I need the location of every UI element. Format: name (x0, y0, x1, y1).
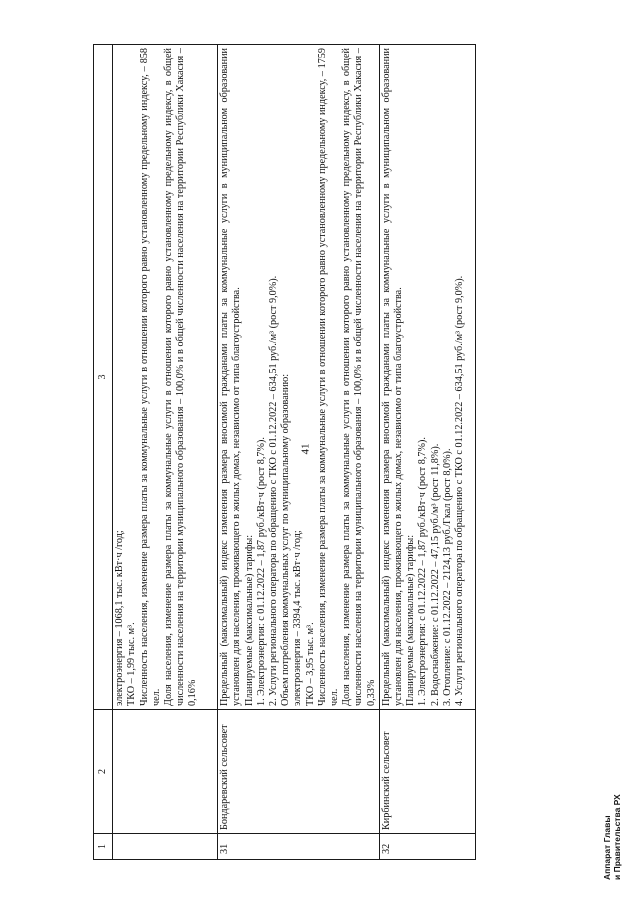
text-line: электроэнергия – 1068,1 тыс. кВт·ч /год; (114, 530, 126, 706)
page-number: 41 (299, 443, 312, 455)
text-line: 2. Водоснабжение: с 01.12.2022 – 47,15 руб./м³ (рост 11,8%). (429, 443, 441, 706)
text-line: ТКО – 1,99 тыс. м³. (126, 622, 138, 706)
text-line: Численность населения, изменение размера платы за коммунальные услуги в отношении которого равно установленному предельному индексу, – 1759 чел. (316, 48, 341, 706)
table-row (379, 45, 475, 860)
text-line: Предельный (максимальный) индекс изменения размера вносимой гражданами платы за коммунальные услуги в муниципальном образовании установлен для населения, проживающего в жилых домах, независимо от типа благоустройства. (219, 48, 243, 706)
text-line: Планируемые (максимальные) тарифы: (405, 534, 417, 706)
cell-empty-num (113, 834, 218, 860)
text-line: 3. Отопление: с 01.12.2022 – 2124,13 руб./Гкал (рост 8,0%). (441, 448, 453, 706)
cell-continuation-text (113, 45, 218, 710)
table-row-continuation (113, 45, 218, 860)
table-row (218, 45, 380, 860)
text-line: Предельный (максимальный) индекс изменения размера вносимой гражданами платы за коммунальные услуги в муниципальном образовании установлен для населения, проживающего в жилых домах, независимо от типа благоустройства. (380, 48, 405, 706)
row-number: 31 (218, 834, 380, 860)
stamp-line: Аппарат Главы (602, 815, 612, 880)
header-col-2: 2 (94, 710, 113, 834)
text-line: Планируемые (максимальные) тарифы: (243, 534, 255, 706)
municipality-name: Кирбинский сельсовет (379, 710, 475, 834)
municipality-name: Бондаревский сельсовет (218, 710, 380, 834)
cell-empty-name (113, 710, 218, 834)
row-description (218, 45, 380, 710)
text-line: Объем потребления коммунальных услуг по муниципальному образованию: (280, 373, 292, 706)
text-line: 2. Услуги регионального оператора по обращению с ТКО с 01.12.2022 – 634,51 руб./м³ (рост 9,0%). (268, 275, 280, 706)
row-number: 32 (379, 834, 475, 860)
text-line: электроэнергия – 3394,4 тыс. кВт·ч /год; (292, 530, 304, 706)
text-line: Доля населения, изменение размера платы за коммунальные услуги в отношении которого равно установленному предельному индексу, в общей численности населения на территории муниципального образования – 100,0% и в общей численности населения на территории Республики Хакасия – 0,33% (341, 48, 377, 706)
header-col-1: 1 (94, 834, 113, 860)
rotated-table-container (93, 45, 467, 860)
text-line: 1. Электроэнергия: с 01.12.2022 – 1,87 руб./кВт·ч (рост 8,7%). (417, 437, 429, 706)
stamp-line: и Правительства РХ (612, 794, 622, 880)
header-col-3: 3 (94, 45, 113, 710)
text-line: 4. Услуги регионального оператора по обращению с ТКО с 01.12.2022 – 634,51 руб./м³ (рост 9,0%). (454, 275, 466, 706)
row-description (379, 45, 475, 710)
text-line: Доля населения, изменение размера платы за коммунальные услуги в отношении которого равно установленному предельному индексу, в общей численности населения на территории муниципального образования – 100,0% и в общей численности населения на территории Республики Хакасия – 0,16% (163, 48, 199, 706)
tariff-table (93, 44, 476, 860)
stamp-text (602, 794, 622, 880)
text-line: 1. Электроэнергия: с 01.12.2022 – 1,87 руб./кВт·ч (рост 8,7%). (255, 437, 267, 706)
text-line: ТКО – 3,95 тыс. м³. (304, 622, 316, 706)
table-header-row (94, 45, 113, 860)
text-line: Численность населения, изменение размера платы за коммунальные услуги в отношении которого равно установленному предельному индексу, – 858 чел. (138, 48, 162, 706)
